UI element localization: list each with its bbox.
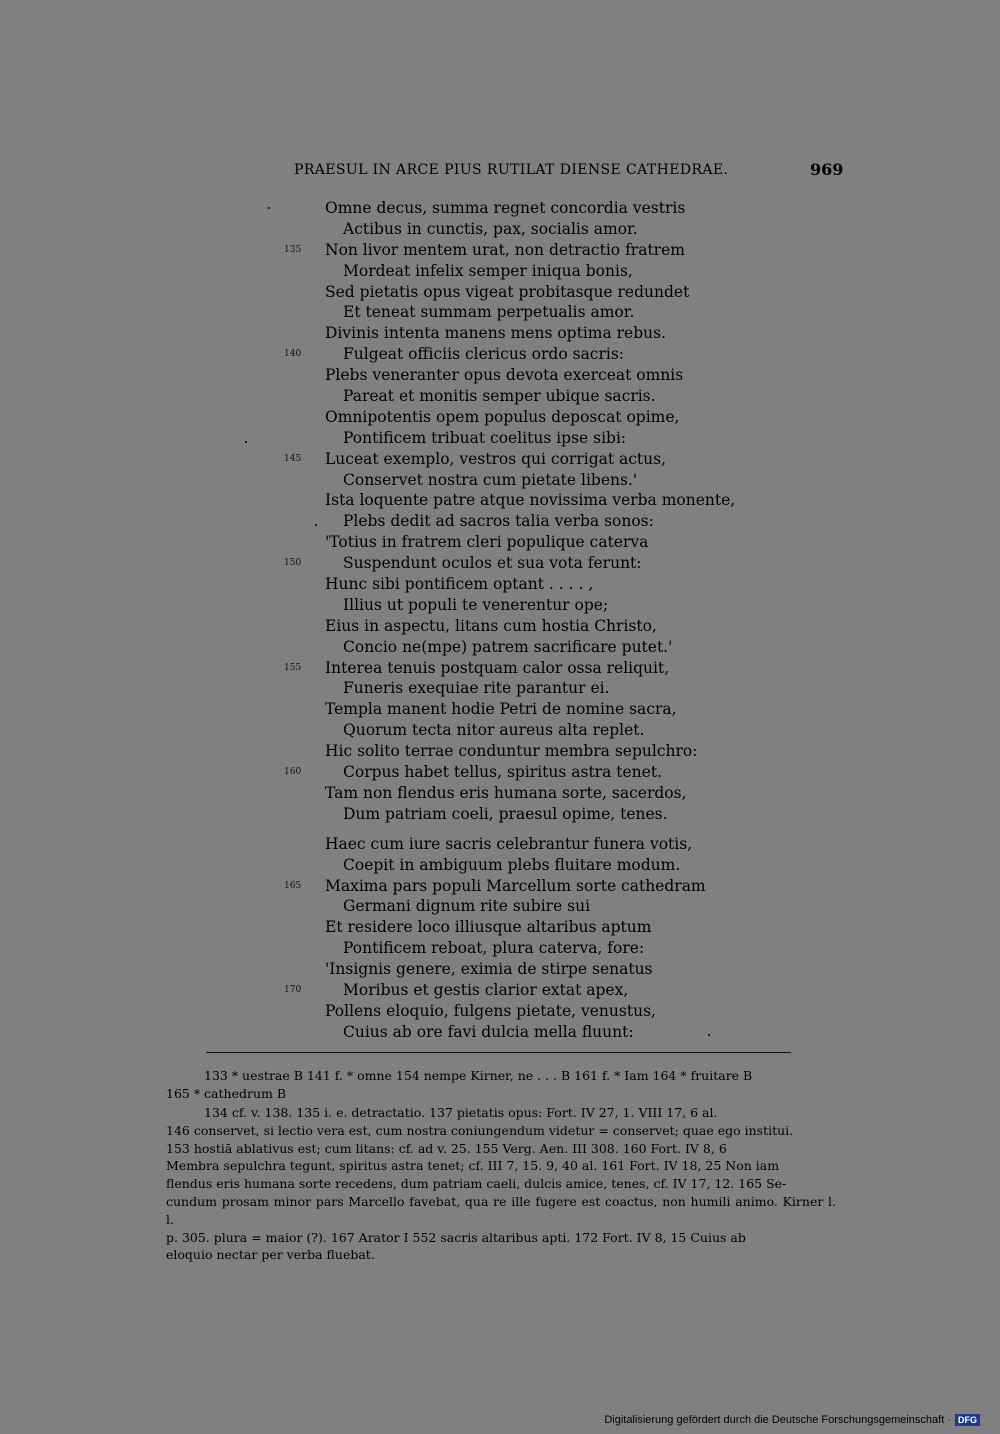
verse-line (0, 762, 1000, 783)
verse-line (0, 511, 1000, 532)
line-number: 155 (284, 662, 302, 673)
verse-text: Omne decus, summa regnet concordia vestris (325, 199, 686, 217)
apparatus-line: 133 * uestrae B 141 f. * omne 154 nempe Kirner, ne . . . B 161 f. * Iam 164 * fruitare B (204, 1068, 753, 1083)
verse-line (0, 574, 1000, 595)
verse-line (0, 553, 1000, 574)
verse-text: Coepit in ambiguum plebs fluitare modum. (343, 855, 681, 874)
verse-text: Illius ut populi te venerentur ope; (343, 595, 609, 614)
verse-line (0, 282, 1000, 303)
verse-text: Hunc sibi pontificem optant . . . . , (325, 575, 594, 594)
verse-line (0, 616, 1000, 637)
verse-text: Germani dignum rite subire sui (343, 897, 591, 916)
verse-text: Fulgeat officiis clericus ordo sacris: (343, 345, 625, 364)
verse-text: Quorum tecta nitor aureus alta replet. (343, 721, 645, 740)
verse-text: Funeris exequiae rite parantur ei. (343, 679, 610, 698)
verse-line (0, 637, 1000, 658)
verse-line (0, 783, 1000, 804)
verse-line (0, 855, 1000, 876)
verse-text: Actibus in cunctis, pax, socialis amor. (343, 219, 638, 238)
verse-line (0, 917, 1000, 938)
verse-line (0, 240, 1000, 261)
verse-line (0, 658, 1000, 679)
verse-text: Dum patriam coeli, praesul opime, tenes. (343, 804, 668, 823)
line-number: 145 (284, 453, 302, 464)
credit-text: Digitalisierung gefördert durch die Deutsche Forschungsgemeinschaft · (604, 1414, 951, 1426)
commentary-line: 134 cf. v. 138. 135 i. e. detractatio. 137 pietatis opus: Fort. IV 27, 1. VIII 17, 6 al. (204, 1105, 718, 1120)
verse-text: 'Totius in fratrem cleri populique caterva (325, 533, 649, 552)
verse-text: Pontificem reboat, plura caterva, fore: (343, 939, 645, 958)
verse-line (0, 428, 1000, 449)
verse-line (0, 344, 1000, 365)
verse-line (0, 490, 1000, 511)
verse-text: Luceat exemplo, vestros qui corrigat actus, (325, 449, 667, 468)
verse-text: Plebs veneranter opus devota exerceat omnis (325, 366, 684, 385)
verse-text: Maxima pars populi Marcellum sorte cathedram (325, 876, 706, 895)
verse-text: Plebs dedit ad sacros talia verba sonos: (343, 512, 654, 531)
dfg-logo-icon: DFG (955, 1414, 980, 1426)
apparatus-line: 165 * cathedrum B (166, 1085, 287, 1101)
verse-line (0, 407, 1000, 428)
verse-text: Eius in aspectu, litans cum hostia Christo, (325, 616, 657, 635)
verse-line (0, 219, 1000, 240)
commentary-line: p. 305. plura = maior (?). 167 Arator I 552 sacris altaribus apti. 172 Fort. IV 8, 15 Cuius ab (166, 1229, 746, 1245)
verse-text: Cuius ab ore favi dulcia mella fluunt: (343, 1022, 634, 1041)
verse-text: Non livor mentem urat, non detractio fratrem (325, 240, 685, 259)
verse-text: Ista loquente patre atque novissima verba monente, (325, 491, 736, 510)
verse-text: Mordeat infelix semper iniqua bonis, (343, 261, 633, 280)
verse-line (0, 302, 1000, 323)
verse-text: Pontificem tribuat coelitus ipse sibi: (343, 428, 627, 447)
verse-text: Divinis intenta manens mens optima rebus. (325, 324, 667, 343)
verse-text: Sed pietatis opus vigeat probitasque redundet (325, 282, 690, 301)
commentary-line: flendus eris humana sorte recedens, dum patriam caeli, dulcis amice, tenes, cf. IV 17, 12. 165 Se- (166, 1176, 787, 1192)
verse-line (0, 741, 1000, 762)
verse-line (0, 896, 1000, 917)
verse-line (0, 595, 1000, 616)
critical-apparatus (166, 1067, 836, 1103)
verse-line (0, 980, 1000, 1001)
verse-line (0, 720, 1000, 741)
verse-line (0, 386, 1000, 407)
commentary-line: 146 conservet, si lectio vera est, cum nostra coniungendum videtur = conservet; quae ego institui. (166, 1122, 794, 1138)
verse-text: Interea tenuis postquam calor ossa reliquit, (325, 658, 670, 677)
verse-line (0, 959, 1000, 980)
verse-text: Templa manent hodie Petri de nomine sacra, (325, 700, 677, 719)
scan-speck (315, 524, 317, 526)
verse-line (0, 804, 1000, 825)
verse-line (0, 1022, 1000, 1043)
verse-line (0, 1001, 1000, 1022)
commentary-line: eloquio nectar per verba fluebat. (166, 1247, 375, 1263)
verse-line (0, 198, 1000, 219)
verse-text: Moribus et gestis clarior extat apex, (343, 980, 629, 999)
running-header: PRAESUL IN ARCE PIUS RUTILAT DIENSE CATHEDRAE. (294, 162, 729, 178)
line-number: 135 (284, 244, 302, 255)
verse-text: Pareat et monitis semper ubique sacris. (343, 387, 656, 406)
verse-text: Pollens eloquio, fulgens pietate, venustus, (325, 1001, 656, 1020)
scan-speck (245, 441, 247, 443)
line-number: 170 (284, 984, 302, 995)
verse-text: Conservet nostra cum pietate libens.' (343, 470, 638, 489)
verse-text: Tam non flendus eris humana sorte, sacerdos, (325, 783, 687, 802)
verse-text: Hic solito terrae conduntur membra sepulchro: (325, 742, 698, 761)
verse-text: Corpus habet tellus, spiritus astra tenet. (343, 763, 662, 782)
commentary-line: cundum prosam minor pars Marcello favebat, qua re ille fugere est coactus, non humili animo. Kirner l. l. (166, 1193, 836, 1227)
line-number: 160 (284, 767, 302, 778)
verse-text: Concio ne(mpe) patrem sacrificare putet.' (343, 637, 673, 656)
scan-speck (268, 207, 270, 209)
verse-block (0, 198, 1000, 1043)
verse-line (0, 834, 1000, 855)
verse-text: Omnipotentis opem populus deposcat opime, (325, 407, 680, 426)
digitization-credit (604, 1414, 980, 1426)
verse-line (0, 876, 1000, 897)
commentary-line: Membra sepulchra tegunt, spiritus astra tenet; cf. III 7, 15. 9, 40 al. 161 Fort. IV 18, 25 Non iam (166, 1158, 780, 1174)
verse-text: Suspendunt oculos et sua vota ferunt: (343, 554, 642, 573)
scan-speck (708, 1034, 710, 1036)
line-number: 150 (284, 558, 302, 569)
verse-text: 'Insignis genere, eximia de stirpe senatus (325, 960, 653, 979)
verse-text: Et teneat summam perpetualis amor. (343, 303, 635, 322)
line-number: 140 (284, 349, 302, 360)
footnote-rule (206, 1052, 791, 1053)
commentary-notes (166, 1104, 836, 1264)
verse-line (0, 261, 1000, 282)
line-number: 165 (284, 880, 302, 891)
commentary-line: 153 hostiā ablativus est; cum litans: cf. ad v. 25. 155 Verg. Aen. III 308. 160 Fort. IV 8, 6 (166, 1140, 727, 1156)
page-number: 969 (810, 160, 844, 179)
verse-line (0, 449, 1000, 470)
verse-line (0, 323, 1000, 344)
verse-line (0, 470, 1000, 491)
verse-line (0, 678, 1000, 699)
verse-line (0, 699, 1000, 720)
verse-text: Haec cum iure sacris celebrantur funera votis, (325, 834, 693, 853)
verse-line (0, 938, 1000, 959)
verse-text: Et residere loco illiusque altaribus aptum (325, 918, 652, 937)
verse-line (0, 532, 1000, 553)
verse-line (0, 365, 1000, 386)
